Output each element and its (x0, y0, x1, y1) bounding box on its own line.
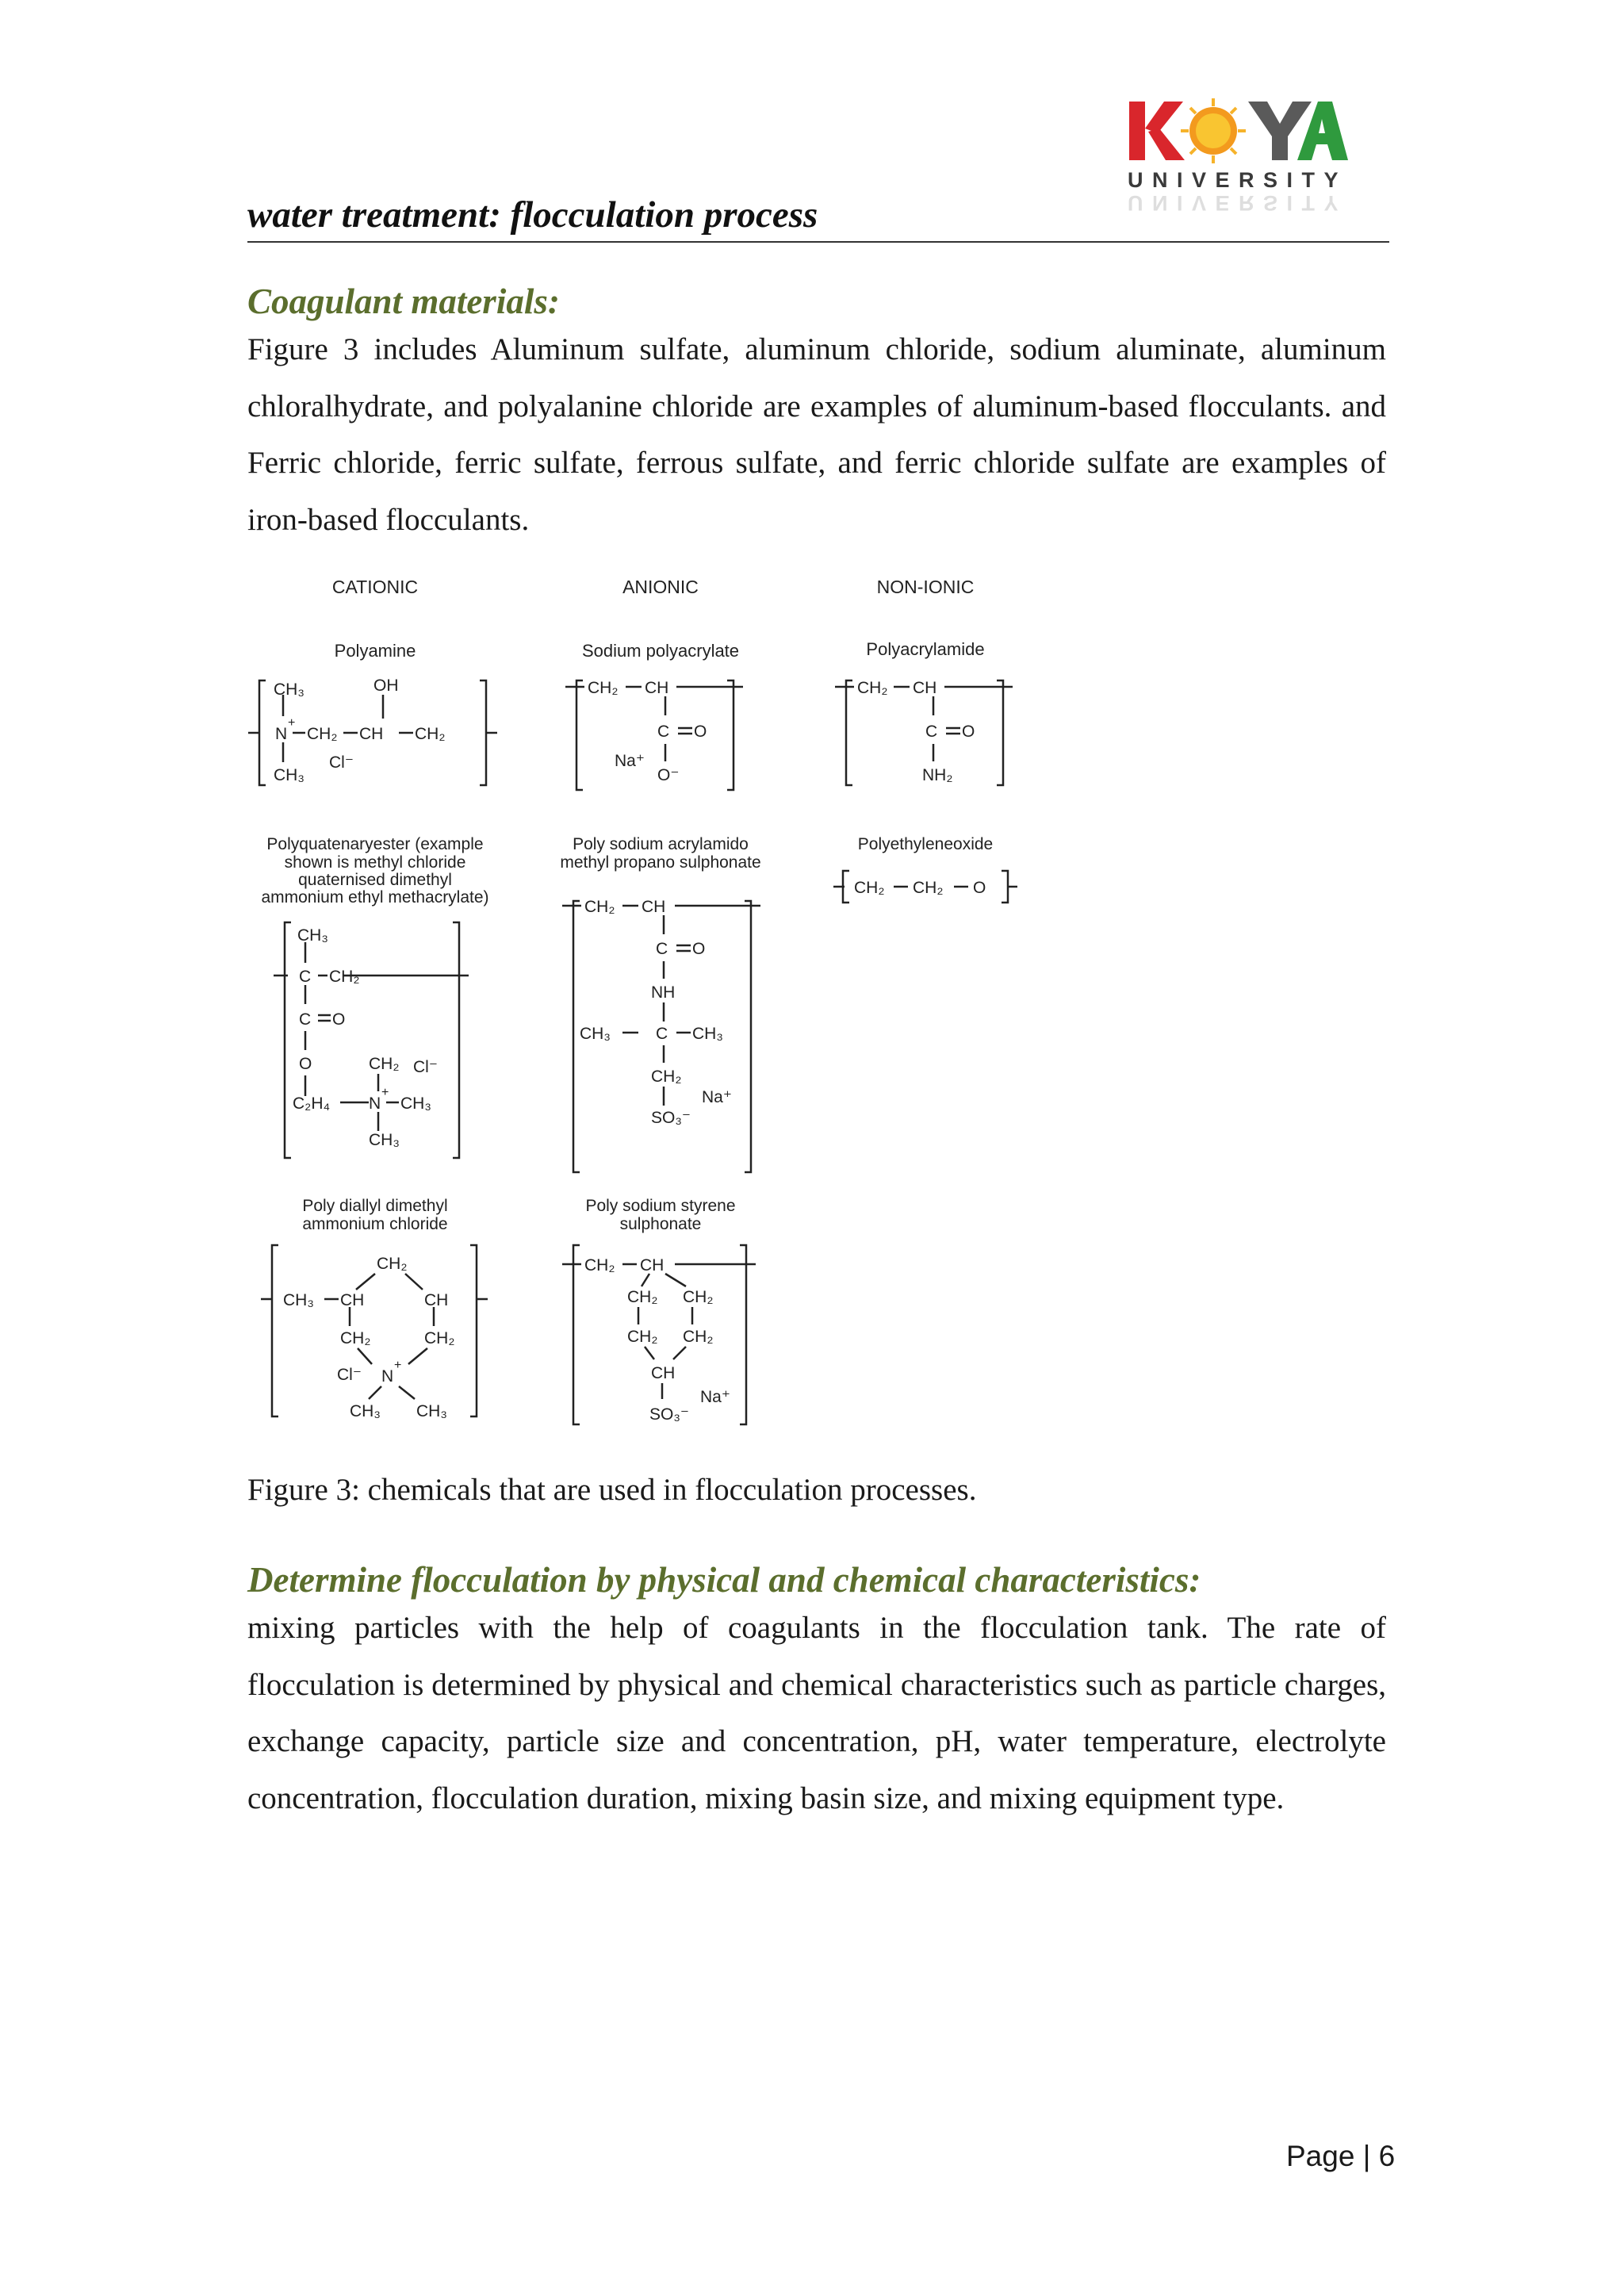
svg-text:O: O (692, 940, 706, 958)
svg-text:N: N (275, 725, 288, 743)
svg-text:NH: NH (651, 983, 676, 1002)
svg-text:CH: CH (651, 1364, 676, 1382)
svg-text:O: O (332, 1010, 346, 1029)
svg-text:CH₂: CH₂ (424, 1329, 455, 1347)
svg-text:CH₂: CH₂ (584, 1256, 615, 1274)
svg-text:CH₂: CH₂ (329, 968, 360, 986)
svg-text:CH₂: CH₂ (369, 1055, 400, 1073)
svg-text:CH: CH (642, 898, 666, 916)
logo-text: KOYA (1124, 97, 1127, 98)
svg-text:CH₂: CH₂ (857, 679, 888, 697)
svg-text:CH₂: CH₂ (340, 1329, 371, 1347)
university-logo (1124, 97, 1348, 216)
compound-pdadmac-line2: ammonium chloride (302, 1215, 448, 1233)
svg-text:CH₃: CH₃ (283, 1291, 314, 1309)
compound-polyquat-line1: Polyquatenaryester (example (266, 835, 484, 853)
svg-text:C₂H₄: C₂H₄ (293, 1094, 331, 1113)
svg-text:CH: CH (913, 679, 937, 697)
svg-text:O: O (962, 723, 975, 741)
svg-text:CH₃: CH₃ (416, 1402, 447, 1420)
svg-text:+: + (394, 1359, 402, 1372)
logo-subtitle: UNIVERSITY (1128, 168, 1348, 192)
svg-text:CH₃: CH₃ (580, 1025, 611, 1043)
compound-psamps-line2: methyl propano sulphonate (560, 853, 761, 872)
svg-text:CH₃: CH₃ (274, 766, 304, 784)
logo-subtitle-reflection: UNIVERSITY (1128, 191, 1348, 215)
compound-polyethyleneoxide: Polyethyleneoxide (857, 835, 994, 853)
svg-text:C: C (299, 968, 312, 986)
svg-text:SO₃⁻: SO₃⁻ (651, 1109, 691, 1127)
svg-text:CH₃: CH₃ (297, 926, 328, 945)
header-divider (247, 241, 1389, 243)
svg-text:C: C (657, 723, 670, 741)
page-number: Page | 6 (1286, 2140, 1396, 2172)
svg-text:Cl⁻: Cl⁻ (329, 753, 354, 772)
logo-letters (1124, 97, 1348, 165)
svg-text:N: N (369, 1094, 381, 1113)
svg-text:C: C (925, 723, 938, 741)
svg-text:CH₂: CH₂ (377, 1255, 408, 1273)
svg-text:CH₂: CH₂ (415, 725, 446, 743)
svg-text:CH₃: CH₃ (274, 680, 304, 699)
page-header-title: water treatment: flocculation process (247, 194, 818, 236)
svg-text:CH₂: CH₂ (307, 725, 338, 743)
sun-icon (1181, 98, 1246, 163)
compound-polyacrylamide: Polyacrylamide (866, 639, 985, 659)
section-heading-coagulant: Coagulant materials: (247, 282, 560, 321)
svg-text:O: O (973, 879, 986, 897)
compound-polyquat-line3: quaternised dimethyl (298, 871, 452, 889)
svg-text:Na⁺: Na⁺ (615, 752, 645, 770)
compound-polyquat-line2: shown is methyl chloride (284, 853, 466, 872)
svg-text:CH₂: CH₂ (854, 879, 885, 897)
compound-psamps-line1: Poly sodium acrylamido (573, 835, 749, 853)
svg-text:CH: CH (640, 1256, 665, 1274)
svg-text:CH₂: CH₂ (627, 1328, 658, 1346)
svg-text:CH₂: CH₂ (651, 1068, 682, 1086)
compound-pss-line2: sulphonate (619, 1215, 702, 1233)
svg-text:NH₂: NH₂ (922, 766, 953, 784)
svg-text:C: C (656, 940, 668, 958)
section-heading-determine-flocculation: Determine flocculation by physical and chemical characteristics: (247, 1560, 1201, 1600)
compound-polyamine: Polyamine (334, 641, 416, 661)
svg-text:CH₂: CH₂ (588, 679, 619, 697)
svg-text:CH: CH (645, 679, 669, 697)
svg-text:CH₃: CH₃ (400, 1094, 431, 1113)
svg-text:OH: OH (373, 677, 399, 695)
figure-caption: Figure 3: chemicals that are used in flocculation processes. (247, 1473, 977, 1507)
svg-text:CH: CH (340, 1291, 365, 1309)
svg-text:Na⁺: Na⁺ (702, 1088, 732, 1106)
svg-text:C: C (656, 1025, 668, 1043)
chemical-structures-diagram (242, 569, 1035, 1434)
svg-text:O⁻: O⁻ (657, 766, 680, 784)
compound-polyquat-line4: ammonium ethyl methacrylate) (261, 888, 489, 907)
svg-text:CH₃: CH₃ (369, 1131, 400, 1149)
svg-text:N: N (381, 1367, 394, 1386)
column-header-anionic: ANIONIC (622, 577, 699, 597)
svg-text:Cl⁻: Cl⁻ (413, 1058, 438, 1076)
svg-text:CH₂: CH₂ (683, 1328, 714, 1346)
compound-sodium-polyacrylate: Sodium polyacrylate (581, 641, 740, 661)
svg-text:CH₂: CH₂ (627, 1288, 658, 1306)
svg-text:CH: CH (359, 725, 384, 743)
column-header-nonionic: NON-IONIC (876, 577, 975, 597)
svg-text:CH₃: CH₃ (692, 1025, 723, 1043)
svg-text:SO₃⁻: SO₃⁻ (649, 1405, 689, 1424)
svg-text:+: + (288, 716, 296, 730)
svg-text:Na⁺: Na⁺ (700, 1388, 730, 1406)
structure-polyquatenaryester (274, 922, 469, 1158)
svg-text:CH₂: CH₂ (913, 879, 944, 897)
svg-text:CH₂: CH₂ (584, 898, 615, 916)
svg-text:C: C (299, 1010, 312, 1029)
compound-pss-line1: Poly sodium styrene (585, 1197, 736, 1215)
figure-flocculant-chemicals (242, 569, 1035, 1434)
svg-text:CH₂: CH₂ (683, 1288, 714, 1306)
paragraph-determine-flocculation: mixing particles with the help of coagulants in the flocculation tank. The rate of flocculation is determined by physical and chemical characteristics such as particle charges, exchange capacity, particle size and concentration, pH, water temperature, electrolyte concentration, flocculation duration, mixing basin size, and mixing equipment type. (247, 1611, 1386, 1815)
paragraph-coagulant: Figure 3 includes Aluminum sulfate, aluminum chloride, sodium aluminate, aluminum chloralhydrate, and polyalanine chloride are examples of aluminum-based flocculants. and Ferric chloride, ferric sulfate, ferrous sulfate, and ferric chloride sulfate are examples of iron-based flocculants. (247, 332, 1386, 537)
compound-pdadmac-line1: Poly diallyl dimethyl (302, 1197, 448, 1215)
svg-text:CH₃: CH₃ (350, 1402, 381, 1420)
svg-text:+: + (381, 1086, 389, 1099)
svg-text:O: O (694, 723, 707, 741)
column-header-cationic: CATIONIC (331, 577, 419, 597)
svg-text:O: O (299, 1055, 312, 1073)
svg-text:CH: CH (424, 1291, 449, 1309)
svg-text:Cl⁻: Cl⁻ (337, 1366, 362, 1384)
